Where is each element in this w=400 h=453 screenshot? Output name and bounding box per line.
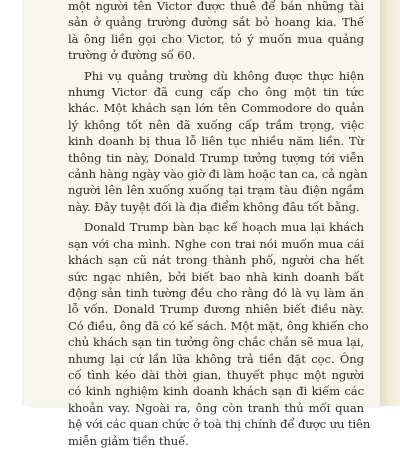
page-text bbox=[68, 0, 371, 453]
text-line: khác. Một khách sạn lớn tên Commodore do quản bbox=[68, 101, 364, 116]
text-line: lỗ vốn. Donald Trump đương nhiên biết điều này. bbox=[68, 302, 364, 317]
text-line: trường ở đường số 60. bbox=[68, 48, 196, 63]
text-line: Donald Trump bàn bạc kế hoạch mua lại khách bbox=[84, 220, 364, 235]
text-line: sức ngạc nhiên, bởi biết bao nhà kinh doanh bất bbox=[68, 269, 364, 284]
text-line: là ông liền gọi cho Victor, tỏ ý muốn mua quảng bbox=[68, 31, 364, 46]
paragraph-2 bbox=[68, 68, 368, 216]
text-line: thông tin này, Donald Trump tưởng tượng tới viễn bbox=[68, 150, 364, 165]
text-line: cảnh hàng ngày vào giờ đi làm hoặc tan ca, cả ngàn bbox=[68, 167, 368, 182]
text-line: người lên lên xuống xuống tại trạm tàu điện ngầm bbox=[68, 183, 364, 198]
text-line: khách sạn cũ nát trong thành phố, người cha hết bbox=[68, 253, 364, 268]
text-line: Có điều, ông đã có kế sách. Một mặt, ông khiến cho bbox=[68, 318, 369, 333]
text-line: kinh doanh bị thua lỗ liên tục nhiều năm liền. Từ bbox=[68, 134, 364, 149]
text-line: sạn với cha mình. Nghe con trai nói muốn mua cái bbox=[68, 236, 364, 251]
text-line: động sản tinh tường đều cho rằng đó là vụ làm ăn bbox=[68, 285, 364, 300]
text-line: lý không tốt nên đã xuống cấp trầm trọng, việc bbox=[68, 117, 364, 132]
page-edges bbox=[380, 0, 400, 406]
text-line: này. Đây tuyệt đối là địa điểm không đâu tốt bằng. bbox=[68, 199, 360, 214]
paragraph-3 bbox=[68, 219, 371, 449]
text-line: miễn giảm tiền thuế. bbox=[68, 433, 189, 448]
text-line: Phi vụ quảng trường dù không được thực hiện bbox=[84, 68, 364, 83]
text-line: nhưng Victor đã cung cấp cho ông một tin tức bbox=[68, 85, 364, 100]
text-line: khoản vay. Ngoài ra, ông còn tranh thủ mối quan bbox=[68, 400, 364, 415]
text-line: chủ khách sạn tin tưởng ông chắc chắn sẽ mua lại, bbox=[68, 335, 364, 350]
paragraph-1 bbox=[68, 0, 364, 64]
text-line: hệ với các quan chức ở toà thị chính để được ưu tiên bbox=[68, 417, 371, 432]
text-line: nhưng lại cứ lần lữa không trả tiền đặt cọc. Ông bbox=[68, 351, 364, 366]
text-line: sản ở quảng trường đường sắt bỏ hoang kia. Thế bbox=[68, 15, 364, 30]
text-line: cố tình kéo dài thời gian, thuyết phục một người bbox=[68, 367, 364, 382]
text-line: một người tên Victor được thuê để bán những tài bbox=[68, 0, 364, 13]
text-line: có kinh nghiệm kinh doanh khách sạn đi kiếm các bbox=[68, 384, 364, 399]
